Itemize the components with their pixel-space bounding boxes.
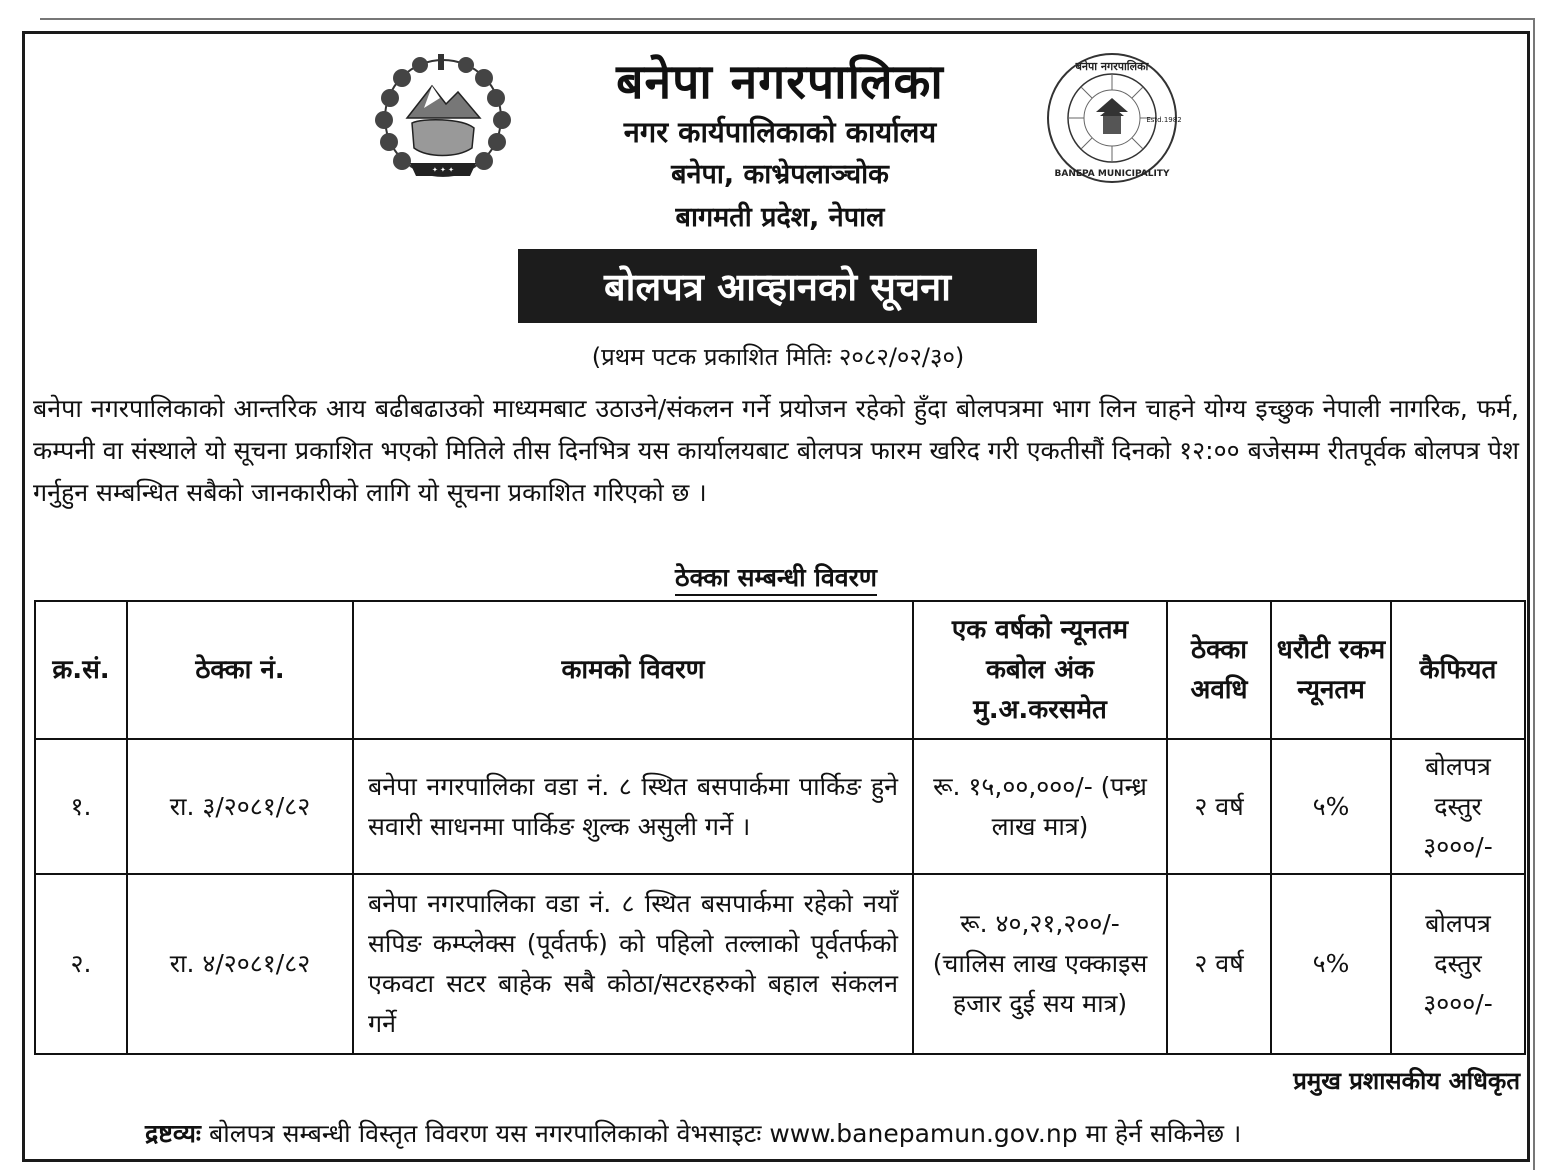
tender-table — [34, 600, 1526, 1055]
col-header-min-bid: एक वर्षको न्यूनतम कबोल अंक मु.अ.करसमेत — [913, 601, 1167, 739]
col-header-duration: ठेक्का अवधि — [1167, 601, 1271, 739]
svg-text:BANEPA MUNICIPALITY: BANEPA MUNICIPALITY — [1054, 169, 1170, 179]
cell-deposit: ५% — [1271, 739, 1391, 874]
cell-min-bid: रू. ४०,२१,२००/- (चालिस लाख एक्काइस हजार दुई सय मात्र) — [913, 874, 1167, 1054]
municipality-seal-icon — [1040, 52, 1184, 184]
footer-note — [145, 1116, 1445, 1150]
col-header-remarks: कैफियत — [1391, 601, 1525, 739]
page-shadow-top — [40, 18, 1535, 20]
notice-title: बोलपत्र आव्हानको सूचना — [518, 249, 1037, 323]
cell-sn: १. — [35, 739, 127, 874]
col-header-description: कामको विवरण — [353, 601, 913, 739]
cell-duration: २ वर्ष — [1167, 739, 1271, 874]
svg-text:Estd.1982: Estd.1982 — [1146, 116, 1182, 124]
address-line-2: बागमती प्रदेश, नेपाल — [675, 202, 885, 233]
table-header-row — [35, 601, 1525, 739]
note-label: द्रष्टव्यः — [145, 1119, 201, 1148]
col-header-sn: क्र.सं. — [35, 601, 127, 739]
svg-text:✦ ✦ ✦: ✦ ✦ ✦ — [431, 166, 455, 174]
cell-duration: २ वर्ष — [1167, 874, 1271, 1054]
cell-description: बनेपा नगरपालिका वडा नं. ८ स्थित बसपार्कमा पार्किङ हुने सवारी साधनमा पार्किङ शुल्क असुली गर्ने । — [353, 739, 913, 874]
notice-body: बनेपा नगरपालिकाको आन्तरिक आय बढीबढाउको माध्यमबाट उठाउने/संकलन गर्ने प्रयोजन रहेको हुँदा बोलपत्रमा भाग लिन चाहने योग्य इच्छुक नेपाली नागरिक, फर्म, कम्पनी वा संस्थाले यो सूचना प्रकाशित भएको मितिले तीस दिनभित्र यस कार्यालयबाट बोलपत्र फारम खरिद गरी एकतीसौं दिनको १२:०० बजेसम्म रीतपूर्वक बोलपत्र पेश गर्नुहुन सम्बन्धित सबैको जानकारीको लागि यो सूचना प्रकाशित गरिएको छ । — [33, 394, 1519, 507]
cell-sn: २. — [35, 874, 127, 1054]
cell-description: बनेपा नगरपालिका वडा नं. ८ स्थित बसपार्कमा रहेको नयाँ सपिङ कम्प्लेक्स (पूर्वतर्फ) को पहिलो तल्लाको पूर्वतर्फको एकवटा सटर बाहेक सबै कोठा/सटरहरुको बहाल संकलन गर्ने — [353, 874, 913, 1054]
cell-deposit: ५% — [1271, 874, 1391, 1054]
svg-text:बनेपा नगरपालिका: बनेपा नगरपालिका — [1075, 60, 1149, 73]
note-text: बोलपत्र सम्बन्धी विस्तृत विवरण यस नगरपालिकाको वेभसाइटः www.banepamun.gov.np मा हेर्न सकिनेछ । — [208, 1119, 1242, 1148]
cell-contract-no: रा. ३/२०८१/८२ — [127, 739, 353, 874]
col-header-deposit: धरौटी रकम न्यूनतम — [1271, 601, 1391, 739]
signatory: प्रमुख प्रशासकीय अधिकृत — [1293, 1067, 1520, 1095]
page-shadow-right — [1533, 20, 1535, 1170]
table-row — [35, 739, 1525, 874]
table-heading: ठेक्का सम्बन्धी विवरण — [540, 560, 1012, 594]
cell-remarks: बोलपत्र दस्तुर ३०००/- — [1391, 739, 1525, 874]
publication-date: (प्रथम पटक प्रकाशित मितिः २०८२/०२/३०) — [591, 343, 965, 371]
office-name: नगर कार्यपालिकाको कार्यालय — [623, 115, 937, 149]
org-name: बनेपा नगरपालिका — [616, 54, 944, 110]
col-header-contract-no: ठेक्का नं. — [127, 601, 353, 739]
address-line-1: बनेपा, काभ्रेपलाञ्चोक — [671, 159, 889, 190]
cell-min-bid: रू. १५,००,०००/- (पन्ध्र लाख मात्र) — [913, 739, 1167, 874]
table-row — [35, 874, 1525, 1054]
nepal-emblem-icon — [362, 48, 524, 193]
cell-contract-no: रा. ४/२०८१/८२ — [127, 874, 353, 1054]
cell-remarks: बोलपत्र दस्तुर ३०००/- — [1391, 874, 1525, 1054]
